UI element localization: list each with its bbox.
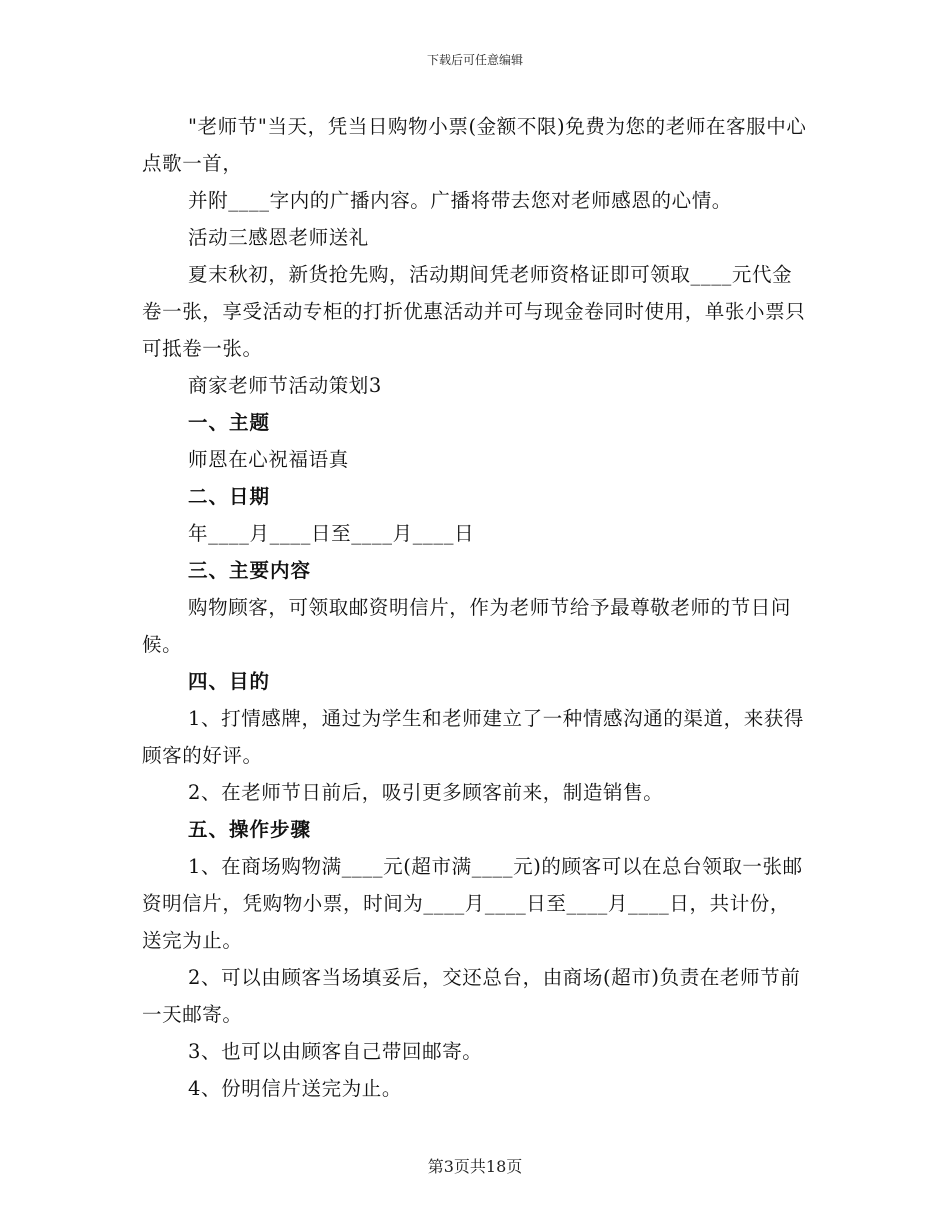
document-body — [142, 108, 810, 1107]
paragraph-theme: 师恩在心祝福语真 — [188, 448, 349, 471]
section-title: 商家老师节活动策划3 — [188, 374, 382, 397]
paragraph-3: 活动三感恩老师送礼 — [188, 226, 369, 249]
heading-content: 三、主要内容 — [188, 559, 312, 582]
paragraph-step-3: 3、也可以由顾客自己带回邮寄。 — [188, 1040, 483, 1063]
paragraph-1: "老师节"当天，凭当日购物小票(金额不限)免费为您的老师在客服中心点歌一首， — [142, 115, 807, 175]
paragraph-step-4: 4、份明信片送完为止。 — [188, 1077, 403, 1100]
paragraph-purpose-2: 2、在老师节日前后，吸引更多顾客前来，制造销售。 — [188, 781, 664, 804]
paragraph-content: 购物顾客，可领取邮资明信片，作为老师节给予最尊敬老师的节日问候。 — [142, 596, 792, 656]
heading-theme: 一、主题 — [188, 411, 271, 434]
paragraph-date: 年____月____日至____月____日 — [188, 522, 475, 545]
paragraph-4: 夏末秋初，新货抢先购，活动期间凭老师资格证即可领取____元代金卷一张，享受活动专柜的打折优惠活动并可与现金卷同时使用，单张小票只可抵卷一张。 — [142, 263, 806, 360]
heading-date: 二、日期 — [188, 485, 271, 508]
paragraph-2: 并附____字内的广播内容。广播将带去您对老师感恩的心情。 — [188, 189, 732, 212]
paragraph-purpose-1: 1、打情感牌，通过为学生和老师建立了一种情感沟通的渠道，来获得顾客的好评。 — [142, 707, 805, 767]
paragraph-step-1: 1、在商场购物满____元(超市满____元)的顾客可以在总台领取一张邮资明信片，凭购物小票，时间为____月____日至____月____日，共计份，送完为止。 — [142, 855, 803, 952]
heading-purpose: 四、目的 — [188, 670, 271, 693]
page-header: 下载后可任意编辑 — [426, 53, 523, 67]
paragraph-step-2: 2、可以由顾客当场填妥后，交还总台，由商场(超市)负责在老师节前一天邮寄。 — [142, 966, 801, 1026]
page-footer: 第3页共18页 — [427, 1157, 523, 1176]
heading-steps: 五、操作步骤 — [188, 818, 312, 841]
